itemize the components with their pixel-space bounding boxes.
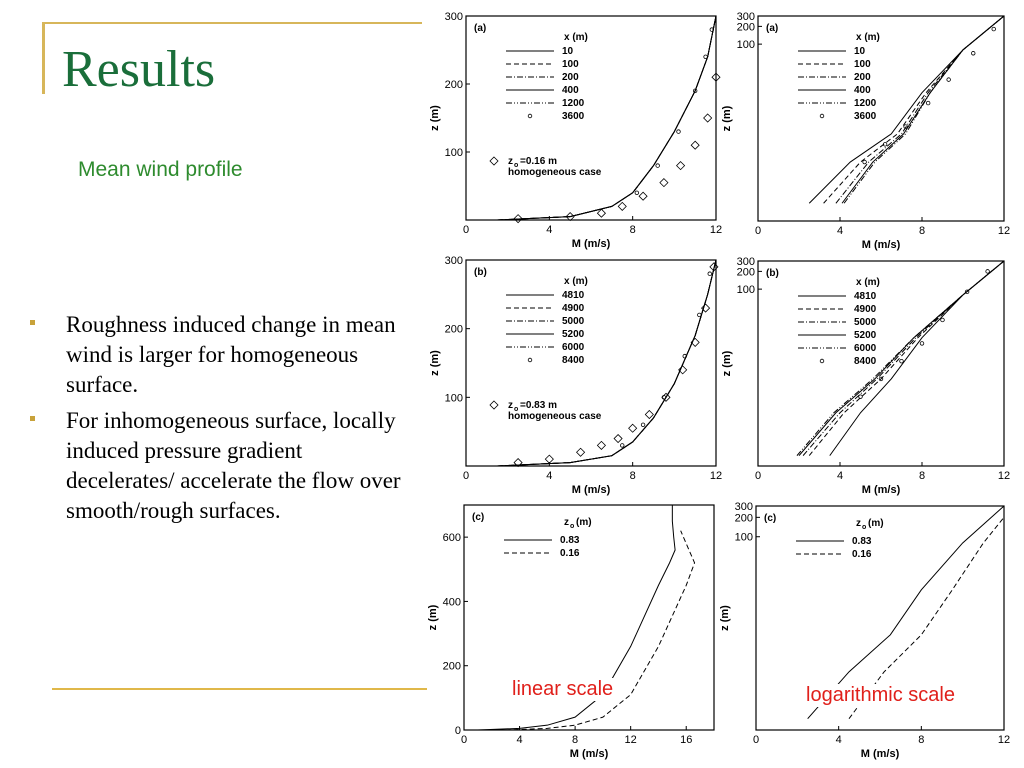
x-tick-label: 8 [918,225,926,237]
y-tick-label: 200 [736,266,755,279]
panel-tag: (a) [766,23,779,34]
legend-label: 6000 [562,342,585,353]
legend-label: 1200 [562,98,585,109]
series-line [844,16,1004,203]
series-line [836,16,1004,203]
legend-label: 100 [562,59,579,70]
x-tick-label: 0 [460,734,468,746]
annotation-text: homogeneous case [508,167,602,178]
data-point [992,27,996,31]
legend-label: 4810 [854,291,877,302]
y-axis-label: z (m) [721,350,733,377]
y-tick-label: 200 [442,660,461,673]
x-tick-label: 0 [754,225,762,237]
legend-label: 3600 [562,111,585,122]
panel-6 [719,501,1010,760]
accent-bottom-line [52,688,427,690]
bullet-marker-icon [30,416,35,421]
legend-title-subscript: o [570,523,575,530]
data-point [986,270,990,274]
panel-4 [721,256,1010,496]
x-tick-label: 12 [997,734,1011,746]
y-tick-label: 100 [734,531,753,544]
x-axis-label: M (m/s) [861,239,901,251]
legend-label: 3600 [854,111,877,122]
y-tick-label: 100 [736,39,755,52]
legend-label: 4810 [562,290,585,301]
panel-tag: (a) [474,23,487,34]
logarithmic-scale-label: logarithmic scale [806,684,955,706]
panel-2 [721,11,1010,251]
y-tick-label: 300 [444,11,463,23]
data-point [704,55,708,59]
panel-5 [427,505,714,760]
data-point [947,78,951,82]
y-axis-label: z (m) [721,105,733,132]
bullet-marker-icon [30,320,35,325]
annotation-value: =0.16 m [520,156,557,167]
plot-frame [466,16,716,220]
x-tick-label: 12 [709,224,723,236]
series-line [809,16,1004,203]
annotation-subscript: o [514,406,519,413]
y-tick-label: 200 [734,512,753,525]
x-tick-label: 8 [572,734,579,746]
series-line [497,260,716,466]
data-point [698,313,702,317]
bullet-text: Roughness induced change in mean wind is larger for homogeneous surface. [66,312,396,397]
y-tick-label: 600 [442,532,461,545]
series-line [824,16,1004,203]
data-point [859,395,863,399]
x-axis-label: M (m/s) [571,484,611,496]
data-point [971,51,975,55]
wind-profile-figure [420,0,1024,768]
accent-top-line [42,22,422,24]
data-point [639,192,647,200]
data-point [645,411,653,419]
y-tick-label: 300 [736,256,755,268]
y-tick-label: 400 [442,596,461,609]
legend-label: 0.16 [852,549,872,560]
x-tick-label: 12 [997,470,1011,482]
accent-vertical-line [42,22,45,94]
legend-label: 4900 [562,303,585,314]
slide-title: Results [62,41,216,98]
legend-label: 200 [854,72,871,83]
legend-label: 0.16 [560,548,580,559]
y-tick-label: 300 [444,255,463,267]
data-point [677,162,685,170]
legend-label: 400 [854,85,871,96]
legend-title: z [564,517,569,528]
x-tick-label: 8 [918,734,925,746]
data-point [677,130,681,134]
data-point [577,448,585,456]
data-point [708,272,712,276]
legend-label: 5000 [854,317,877,328]
x-tick-label: 4 [836,225,844,237]
legend-label: 0.83 [560,535,580,546]
data-point [704,114,712,122]
slide-subtitle: Mean wind profile [78,158,243,181]
legend-swatch [820,114,824,118]
legend-label: 0.83 [852,536,872,547]
data-point [641,423,645,427]
data-point [660,179,668,187]
annotation-text: homogeneous case [508,411,602,422]
annotation-value: =0.83 m [520,400,557,411]
series-line [842,16,1004,203]
data-point [926,101,930,105]
data-point [691,141,699,149]
x-tick-label: 4 [835,734,842,746]
bullet-item [30,406,410,526]
legend-label: 5200 [854,330,877,341]
data-point [863,160,867,164]
y-tick-label: 200 [444,323,463,336]
legend-swatch [820,359,824,363]
x-tick-label: 4 [836,470,844,482]
y-axis-label: z (m) [427,604,439,631]
data-point [618,202,626,210]
bullet-text: For inhomogeneous surface, locally induced pressure gradient decelerates/ accelerate the flow over smooth/rough surfaces. [66,408,401,523]
data-point [662,396,666,400]
panel-tag: (c) [472,512,485,523]
x-tick-label: 16 [680,734,693,746]
legend-label: 100 [854,59,871,70]
data-point [597,209,605,217]
legend-label: 8400 [562,355,585,366]
data-point [614,435,622,443]
data-point [629,424,637,432]
legend-swatch [528,114,532,118]
y-axis-label: z (m) [429,105,441,131]
legend-title: x (m) [564,32,588,43]
data-point [635,191,639,195]
data-point [920,342,924,346]
legend-label: 8400 [854,356,877,367]
data-point [656,164,660,168]
annotation-subscript: o [514,162,519,169]
plot-frame [466,260,716,466]
y-tick-label: 200 [736,21,755,34]
x-tick-label: 0 [462,470,470,482]
legend-title: x (m) [856,32,880,43]
legend-label: 400 [562,85,579,96]
x-tick-label: 0 [462,224,470,236]
x-axis-label: M (m/s) [860,748,900,760]
legend-label: 4900 [854,304,877,315]
panel-3 [429,255,722,496]
y-tick-label: 0 [454,725,461,737]
legend-title-subscript: o [862,524,867,531]
data-point [900,359,904,363]
x-tick-label: 12 [997,225,1011,237]
panel-tag: (b) [766,268,779,279]
annotation-marker [490,157,498,165]
x-tick-label: 12 [624,734,637,746]
x-axis-label: M (m/s) [571,238,611,250]
legend-swatch [528,358,532,362]
bullet-item [30,310,410,400]
legend-label: 200 [562,72,579,83]
data-point [941,318,945,322]
y-tick-label: 300 [736,11,755,23]
annotation-z: z [508,156,513,167]
legend-label: 5200 [562,329,585,340]
legend-title: x (m) [856,277,880,288]
legend-label: 10 [854,46,866,57]
data-point [545,455,553,463]
annotation-marker [490,401,498,409]
legend-title-unit: (m) [576,517,592,528]
y-tick-label: 100 [444,392,463,405]
x-axis-label: M (m/s) [861,484,901,496]
x-tick-label: 0 [754,470,762,482]
x-tick-label: 4 [546,224,553,236]
panel-tag: (b) [474,267,487,278]
x-tick-label: 8 [629,224,636,236]
data-point [597,441,605,449]
legend-title-unit: (m) [868,518,884,529]
x-tick-label: 4 [516,734,523,746]
legend-label: 1200 [854,98,877,109]
legend-label: 10 [562,46,574,57]
legend-label: 5000 [562,316,585,327]
y-tick-label: 100 [444,147,463,159]
x-tick-label: 8 [918,470,926,482]
panel-tag: (c) [764,513,777,524]
y-axis-label: z (m) [719,605,731,631]
series-line [799,261,1004,456]
series-line [803,261,1004,456]
y-tick-label: 200 [444,79,463,91]
legend-label: 6000 [854,343,877,354]
panel-1 [429,11,722,250]
annotation-z: z [508,400,513,411]
legend-title: z [856,518,861,529]
legend-title: x (m) [564,276,588,287]
x-axis-label: M (m/s) [569,748,609,760]
y-tick-label: 100 [736,284,755,297]
bullet-list [30,310,410,532]
data-point [620,444,624,448]
x-tick-label: 8 [629,470,636,482]
x-tick-label: 4 [546,470,553,482]
x-tick-label: 0 [752,734,760,746]
y-tick-label: 300 [734,501,753,513]
linear-scale-label: linear scale [512,678,614,700]
x-tick-label: 12 [709,470,723,482]
y-axis-label: z (m) [429,350,441,376]
